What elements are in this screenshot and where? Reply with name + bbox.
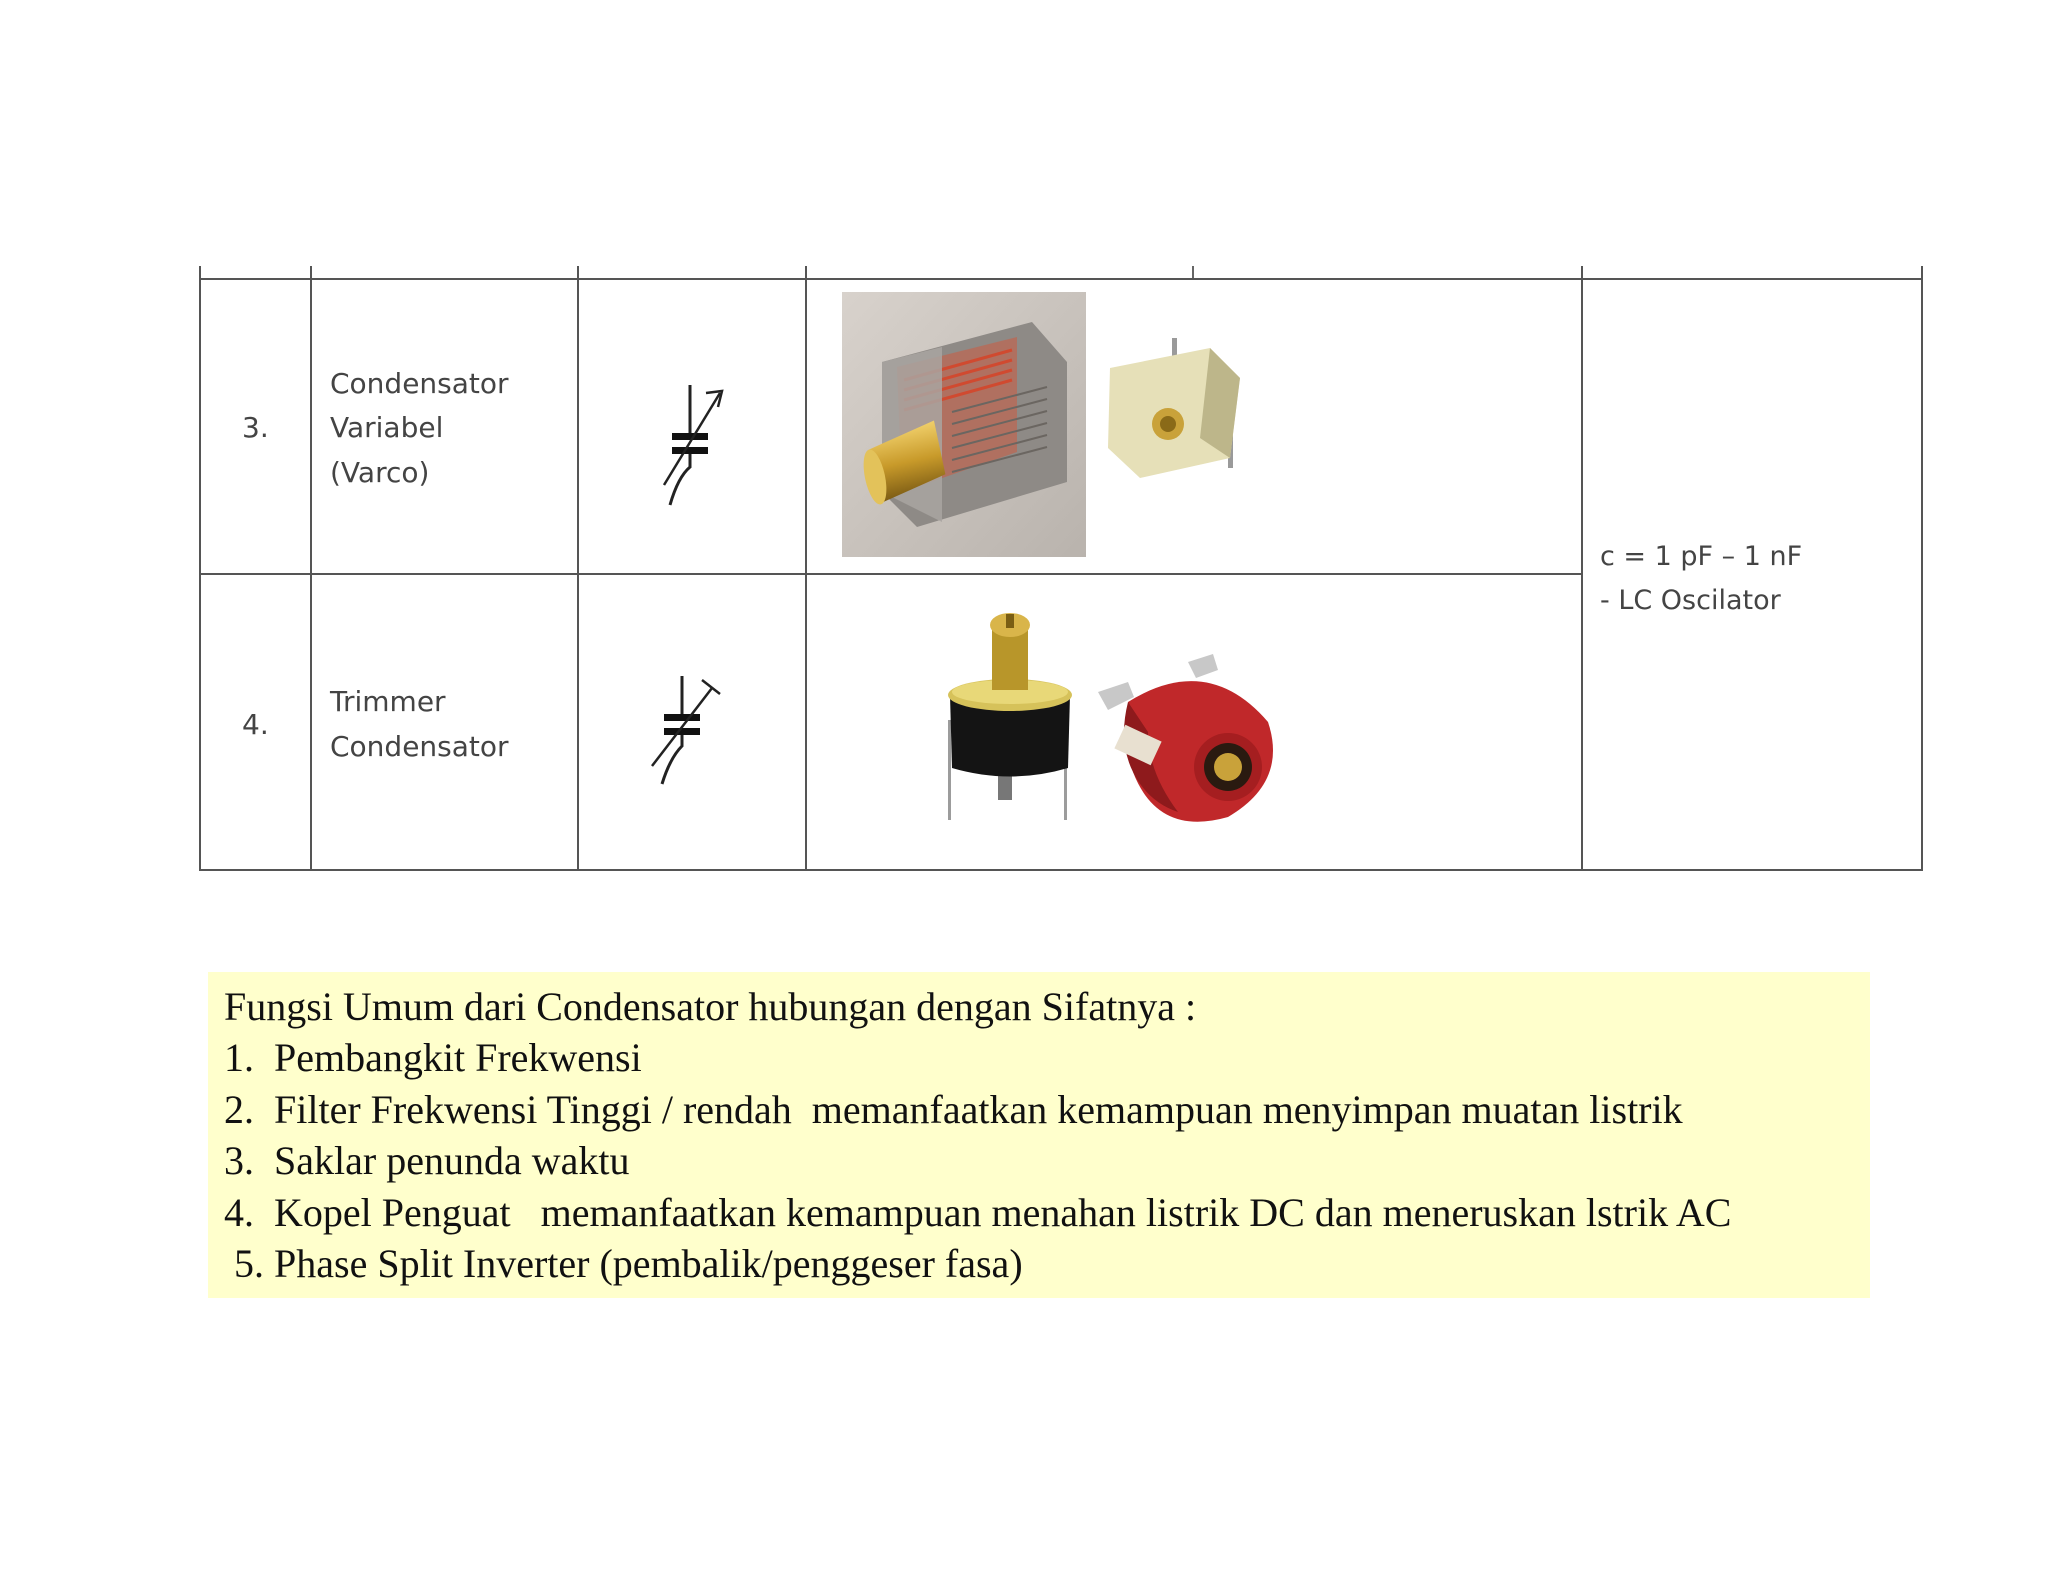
function-item: 1. Pembangkit Frekwensi: [224, 1035, 642, 1080]
function-item: 2. Filter Frekwensi Tinggi / rendah memanfaatkan kemampuan menyimpan muatan listrik: [224, 1087, 1683, 1132]
component-name-line: Trimmer: [330, 685, 446, 718]
table-top-border: [199, 278, 1923, 280]
row-number: 4.: [242, 708, 269, 741]
function-item: 3. Saklar penunda waktu: [224, 1138, 630, 1183]
row-divider: [199, 573, 1583, 575]
spec-line: c = 1 pF – 1 nF: [1600, 541, 1803, 572]
function-item: 5. Phase Split Inverter (pembalik/penggeser fasa): [224, 1241, 1023, 1286]
column-divider: [1581, 266, 1583, 871]
variable-capacitor-symbol: [650, 385, 730, 515]
capacitor-functions-box: [208, 972, 1870, 1298]
column-tick: [1192, 266, 1194, 278]
column-divider: [805, 266, 807, 871]
row-number: 3.: [242, 411, 269, 444]
functions-heading: Fungsi Umum dari Condensator hubungan dengan Sifatnya :: [224, 984, 1197, 1029]
variable-capacitor-mini-photo: [1100, 338, 1250, 488]
trimmer-capacitor-red-photo: [1088, 652, 1298, 832]
table-left-border: [199, 266, 201, 871]
variable-capacitor-gang-photo: [842, 292, 1086, 557]
component-name-line: (Varco): [330, 456, 430, 489]
table-bottom-border: [199, 869, 1923, 871]
function-item: 4. Kopel Penguat memanfaatkan kemampuan menahan listrik DC dan meneruskan lstrik AC: [224, 1190, 1732, 1235]
trimmer-capacitor-symbol: [640, 676, 730, 786]
spec-line: - LC Oscilator: [1600, 585, 1781, 616]
component-name-line: Condensator: [330, 730, 509, 763]
trimmer-capacitor-black-photo: [940, 600, 1080, 830]
component-name-line: Variabel: [330, 411, 444, 444]
column-divider: [577, 266, 579, 871]
component-name-line: Condensator: [330, 367, 509, 400]
table-right-border: [1921, 266, 1923, 871]
column-divider: [310, 266, 312, 871]
